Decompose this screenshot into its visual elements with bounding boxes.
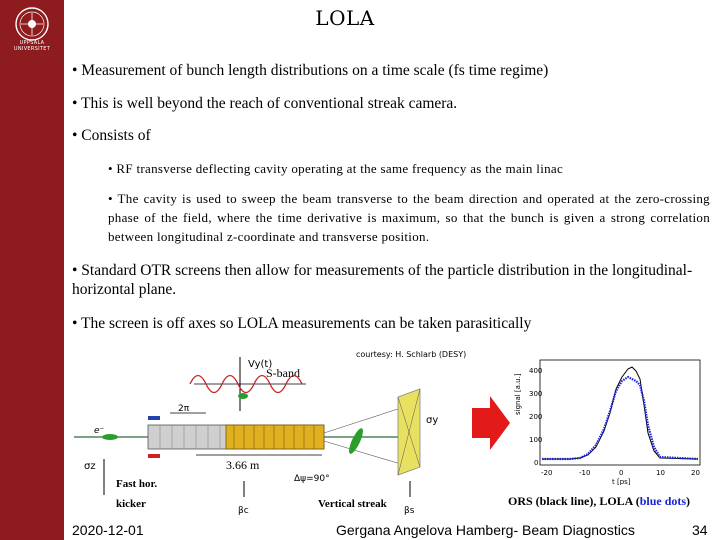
vy-label: Vy(t) — [248, 359, 273, 370]
cavity-length-label: 3.66 m — [226, 458, 260, 472]
svg-text:100: 100 — [529, 436, 543, 444]
plot-ylabel: signal [a.u.] — [514, 373, 522, 415]
measurement-plot — [510, 355, 710, 485]
university-name: UPPSALA UNIVERSITET — [13, 40, 51, 52]
sub-bullet-2: • The cavity is used to sweep the beam transverse to the beam direction and operated at the zero-crossing phase of the field, where the time derivative is maximum, so that the bunch is given a strong correlation between longitudinal z-coordinate and transverse position. — [108, 191, 710, 244]
cavity-gold-section — [226, 425, 324, 449]
footer-author: Gergana Angelova Hamberg- Beam Diagnostics — [336, 522, 635, 538]
vertical-streak-label: Vertical streak — [318, 498, 387, 510]
footer-date: 2020-12-01 — [72, 522, 144, 538]
svg-text:200: 200 — [529, 413, 543, 421]
svg-text:-20: -20 — [541, 469, 553, 477]
bullet-1: • Measurement of bunch length distributions on a time scale (fs time regime) — [72, 62, 549, 79]
deflecting-cavity-schematic — [74, 347, 470, 517]
sigma-z-label: σz — [84, 461, 96, 472]
footer-page-number: 34 — [692, 522, 708, 538]
sub-bullet-1: • RF transverse deflecting cavity operating at the same frequency as the main linac — [108, 161, 564, 176]
svg-text:300: 300 — [529, 390, 543, 398]
bunch-marker — [238, 393, 248, 399]
svg-text:20: 20 — [691, 469, 700, 477]
svg-text:10: 10 — [656, 469, 665, 477]
beta-c-label: βc — [238, 506, 249, 516]
delta-psi-label: Δψ=90° — [294, 474, 330, 484]
plot-xlabel: t [ps] — [612, 478, 631, 485]
bullet-4: • Standard OTR screens then allow for measurements of the particle distribution in the longitudinal-horizontal plane. — [72, 262, 693, 298]
red-arrow-icon — [472, 396, 510, 450]
bullet-2: • This is well beyond the reach of conventional streak camera. — [72, 95, 458, 112]
sidebar — [0, 0, 64, 540]
figure-caption: ORS (black line), LOLA (blue dots) — [508, 494, 691, 508]
sband-label: S-band — [266, 366, 300, 380]
two-pi-label: 2π — [178, 404, 190, 414]
sigma-y-label: σy — [426, 415, 439, 426]
courtesy-label: courtesy: H. Schlarb (DESY) — [356, 350, 467, 359]
bullet-5: • The screen is off axes so LOLA measurements can be taken parasitically — [72, 315, 532, 332]
fast-kicker-label-line-2: kicker — [116, 498, 146, 510]
fast-kicker-label-line-1: Fast hor. — [116, 478, 158, 490]
svg-text:400: 400 — [529, 367, 543, 375]
svg-text:-10: -10 — [579, 469, 591, 477]
bullet-3: • Consists of — [72, 127, 151, 144]
electron-label: e⁻ — [94, 426, 105, 436]
slide-title: LOLA — [315, 6, 375, 30]
svg-text:0: 0 — [619, 469, 624, 477]
svg-text:0: 0 — [534, 459, 539, 467]
beta-s-label: βs — [404, 506, 415, 516]
streaked-bunch — [346, 427, 365, 456]
